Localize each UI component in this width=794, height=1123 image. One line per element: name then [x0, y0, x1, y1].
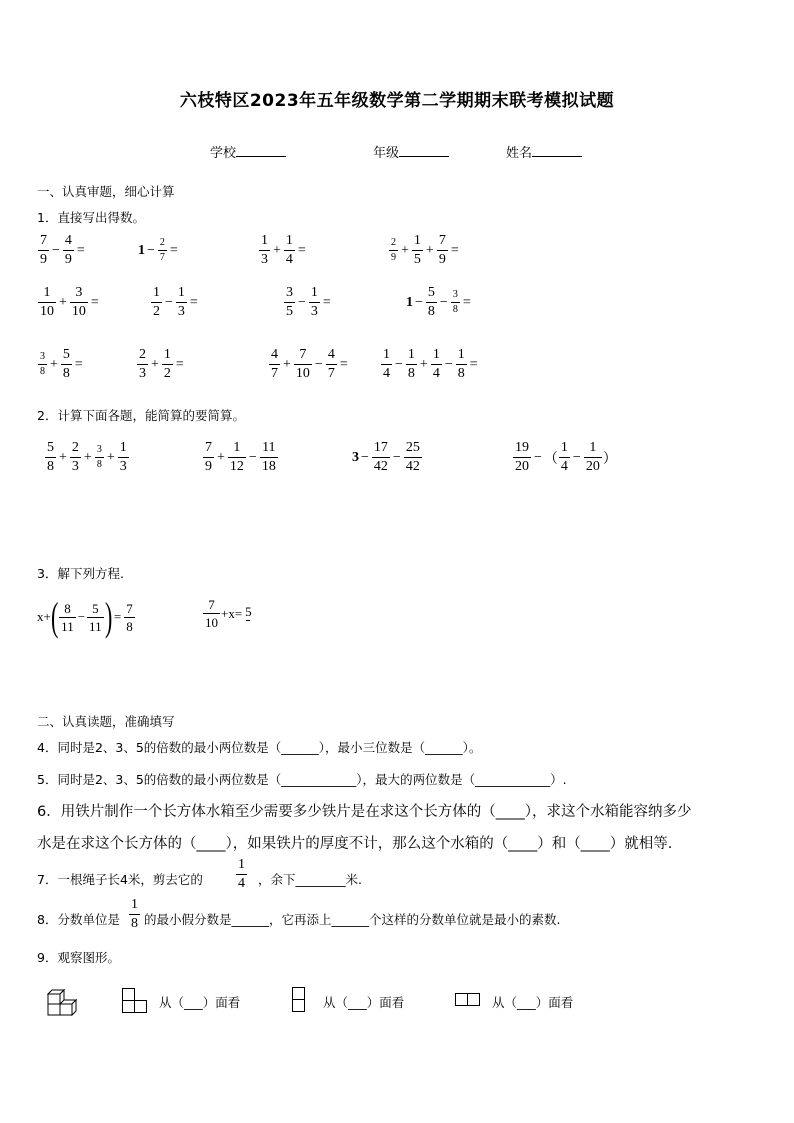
calc-2-1 — [44, 441, 130, 474]
math-token: 1 — [261, 233, 268, 248]
math-token: 1 — [457, 347, 465, 362]
fraction — [124, 602, 135, 633]
math-token: 8 — [47, 459, 54, 474]
math-token: 8 — [457, 366, 465, 381]
fraction — [451, 290, 460, 315]
math-token: 5 — [413, 252, 421, 267]
math-token: 4 — [64, 233, 72, 248]
math-token: 20 — [515, 459, 529, 474]
fraction — [513, 441, 531, 474]
math-token: 1 — [560, 440, 568, 455]
math-token: 4 — [238, 876, 245, 891]
math-token: = — [113, 609, 122, 624]
fraction — [118, 441, 129, 474]
question-9: 9．观察图形。 — [37, 950, 120, 965]
operator: + — [151, 356, 159, 372]
fraction — [309, 286, 320, 319]
fraction — [426, 286, 437, 319]
grade-label: 年级 — [373, 146, 400, 161]
math-token: 2 — [71, 440, 79, 455]
question-8-fraction — [128, 898, 141, 931]
math-token: 1 — [406, 294, 413, 310]
math-token: 5 — [427, 285, 435, 300]
view-label-1: 从（___）面看 — [159, 995, 241, 1010]
question-6-line-2: 水是在求这个长方体的（____），如果铁片的厚度不计，那么这个水箱的（____）和（____）就相等. — [37, 836, 673, 852]
math-token: 4 — [432, 366, 440, 381]
math-token: 9 — [438, 252, 446, 267]
fraction — [584, 441, 602, 474]
calc-2-4 — [512, 441, 617, 474]
operator: = — [175, 356, 184, 372]
operator: − — [392, 449, 401, 465]
fraction — [381, 348, 392, 381]
fraction — [284, 286, 295, 319]
math-token: 10 — [295, 366, 310, 381]
math-token: 5 — [245, 603, 252, 619]
math-token: 2 — [163, 366, 171, 381]
fraction — [95, 445, 104, 470]
expr-3-3 — [268, 348, 350, 381]
math-token: 7 — [40, 233, 47, 248]
math-token: 2 — [139, 347, 146, 362]
operator: + — [401, 242, 409, 258]
math-token: 9 — [64, 252, 72, 267]
math-token: 1 — [131, 897, 138, 912]
math-token: 1 — [163, 347, 171, 362]
section-1-heading: 一、认真审题，细心计算 — [37, 184, 175, 199]
math-token: 10 — [205, 615, 218, 630]
math-token: 7 — [271, 366, 278, 381]
math-token: 1 — [407, 347, 415, 362]
fraction — [38, 234, 49, 267]
fraction — [406, 348, 417, 381]
math-token: 9 — [40, 252, 47, 267]
math-token: （ — [543, 451, 558, 467]
page-title: 六枝特区2023年五年级数学第二学期期末联考模拟试题 — [179, 91, 615, 111]
operator: + — [83, 449, 92, 465]
view-figure-1 — [122, 988, 148, 1014]
expr-1-1 — [37, 234, 87, 267]
math-token: 3 — [71, 459, 79, 474]
math-token: 7 — [299, 347, 307, 362]
math-token: 3 — [139, 366, 146, 381]
fraction — [70, 286, 88, 319]
question-2: 2．计算下面各题，能简算的要简算。 — [37, 408, 245, 423]
operator: + — [59, 449, 67, 465]
math-token: 3 — [75, 285, 83, 300]
math-token: 1 — [383, 347, 390, 362]
view-figure-2 — [292, 987, 305, 1013]
fraction — [559, 441, 570, 474]
operator: + — [283, 356, 291, 372]
operator: + — [59, 294, 67, 310]
equation-2 — [202, 598, 255, 629]
math-token: 4 — [383, 366, 390, 381]
math-token: 3 — [452, 289, 458, 300]
math-token: ( — [50, 594, 59, 639]
fraction — [260, 441, 278, 474]
expr-1-3 — [258, 234, 308, 267]
math-token: 3 — [286, 285, 293, 300]
math-token: 25 — [405, 440, 420, 455]
operator: + — [419, 356, 428, 372]
fraction — [63, 234, 74, 267]
fraction — [326, 348, 337, 381]
fraction — [294, 348, 312, 381]
view-figure-3 — [455, 993, 481, 1006]
operator: + — [273, 242, 281, 258]
question-7-fraction — [235, 858, 248, 891]
math-token: 12 — [229, 459, 244, 474]
math-token: 5 — [47, 440, 54, 455]
operator: = — [90, 294, 99, 310]
math-token: 7 — [438, 233, 446, 248]
fraction — [456, 348, 467, 381]
math-token: 7 — [205, 440, 212, 455]
fraction — [431, 348, 442, 381]
math-token: 4 — [285, 252, 293, 267]
math-token: 18 — [261, 459, 276, 474]
math-token: 8 — [131, 916, 138, 931]
question-7-start: 7．一根绳子长4米，剪去它的 — [37, 872, 203, 887]
operator: − — [572, 449, 581, 465]
math-token: 1 — [43, 285, 51, 300]
fraction — [437, 234, 448, 267]
math-token: 42 — [373, 459, 388, 474]
expr-1-4 — [388, 234, 461, 267]
math-token: 3 — [310, 304, 318, 319]
math-token: 5 — [62, 347, 70, 362]
math-token: 3 — [352, 449, 359, 465]
math-token: 1 — [119, 440, 127, 455]
math-token: 8 — [427, 304, 435, 319]
math-token — [246, 620, 250, 623]
fraction — [372, 441, 390, 474]
name-label: 姓名 — [506, 146, 533, 161]
grade-field[interactable] — [373, 142, 449, 161]
expr-1-2 — [138, 238, 180, 263]
math-token: − — [77, 609, 86, 624]
operator: = — [469, 356, 478, 372]
math-token: 8 — [407, 366, 415, 381]
math-token: ） — [602, 451, 617, 467]
math-token: 7 — [159, 252, 165, 263]
math-token: 1 — [310, 285, 318, 300]
math-token: 1 — [233, 440, 241, 455]
fraction — [137, 348, 148, 381]
expr-2-2 — [150, 286, 200, 319]
operator: − — [52, 242, 60, 258]
math-token: 9 — [205, 459, 212, 474]
school-label: 学校 — [210, 146, 237, 161]
question-3: 3．解下列方程. — [37, 566, 124, 581]
math-token: 7 — [208, 597, 215, 612]
operator: − — [534, 449, 542, 465]
operator: = — [462, 294, 471, 310]
fraction — [259, 234, 270, 267]
fraction — [38, 352, 47, 377]
math-token: 17 — [373, 440, 388, 455]
math-token: 8 — [452, 304, 458, 315]
math-token: 11 — [89, 618, 102, 634]
fraction — [158, 238, 167, 263]
operator: = — [450, 242, 459, 258]
question-5: 5．同时是2、3、5的倍数的最小两位数是（____________），最大的两位数是（____________）. — [37, 772, 567, 787]
operator: − — [165, 294, 173, 310]
view-label-3: 从（___）面看 — [492, 995, 574, 1010]
operator: = — [297, 242, 306, 258]
equation-1 — [37, 594, 136, 639]
operator: − — [298, 294, 306, 310]
section-2-heading: 二、认真读题，准确填写 — [37, 714, 175, 729]
name-field[interactable] — [506, 142, 582, 161]
operator: = — [322, 294, 331, 310]
cube-stack-figure — [46, 985, 78, 1017]
math-token: 2 — [153, 304, 160, 319]
school-field[interactable] — [210, 142, 286, 161]
operator: − — [415, 294, 423, 310]
fraction — [70, 441, 81, 474]
math-token: 9 — [391, 252, 396, 263]
math-token: 7 — [126, 600, 133, 616]
fraction — [203, 598, 220, 629]
question-1: 1．直接写出得数。 — [37, 210, 145, 225]
math-token: 3 — [40, 351, 45, 362]
math-token: 1 — [285, 233, 293, 248]
fraction — [151, 286, 162, 319]
math-token: 7 — [327, 366, 335, 381]
expr-3-4 — [380, 348, 480, 381]
fraction — [176, 286, 187, 319]
operator: = — [169, 242, 178, 258]
calc-2-2 — [202, 441, 279, 474]
question-8-end: 的最小假分数是______，它再添上______个这样的分数单位就是最小的素数. — [144, 912, 561, 927]
math-token: 3 — [177, 304, 185, 319]
math-token: 4 — [271, 347, 278, 362]
math-token: 4 — [560, 459, 568, 474]
fraction — [203, 441, 214, 474]
expr-2-4 — [406, 286, 473, 319]
math-token: 1 — [138, 242, 145, 258]
math-token: 20 — [585, 459, 600, 474]
fraction — [38, 286, 56, 319]
fraction — [162, 348, 173, 381]
operator: = — [339, 356, 348, 372]
operator: − — [361, 449, 369, 465]
expr-3-1 — [37, 348, 85, 381]
fraction — [284, 234, 295, 267]
operator: − — [248, 449, 257, 465]
math-token: 2 — [159, 237, 165, 248]
operator: = — [76, 242, 85, 258]
calc-2-3 — [352, 441, 423, 474]
math-token: 10 — [71, 304, 86, 319]
operator: + — [425, 242, 434, 258]
question-8-start: 8．分数单位是 — [37, 912, 120, 927]
operator: + — [50, 356, 58, 372]
math-token: 42 — [405, 459, 420, 474]
math-token: 11 — [61, 618, 74, 634]
math-token: x+ — [37, 609, 51, 624]
expr-2-3 — [283, 286, 333, 319]
operator: = — [74, 356, 83, 372]
math-token: +x= — [221, 605, 243, 621]
question-6-line-1: 6．用铁片制作一个长方体水箱至少需要多少铁片是在求这个长方体的（____），求这个水箱能容纳多少 — [37, 804, 692, 820]
fraction — [404, 441, 422, 474]
fraction — [412, 234, 423, 267]
math-token: 10 — [40, 304, 54, 319]
fraction — [236, 858, 247, 891]
math-token: 1 — [413, 233, 421, 248]
fraction — [389, 238, 398, 263]
math-token: 1 — [432, 347, 440, 362]
math-token: 11 — [262, 440, 276, 455]
operator: = — [189, 294, 198, 310]
fraction — [61, 348, 72, 381]
math-token: 8 — [96, 459, 102, 470]
math-token: 1 — [177, 285, 185, 300]
question-7-end: ，余下________米. — [258, 872, 362, 887]
math-token: 1 — [153, 285, 160, 300]
operator: − — [444, 356, 453, 372]
math-token: 8 — [40, 366, 45, 377]
fraction — [87, 602, 104, 633]
math-token: 5 — [92, 600, 99, 616]
fraction — [243, 605, 254, 623]
math-token: 8 — [64, 600, 71, 616]
math-token: 5 — [286, 304, 293, 319]
math-token: 19 — [515, 440, 529, 455]
math-token: 1 — [238, 857, 245, 872]
operator: − — [147, 242, 155, 258]
fraction — [129, 898, 140, 931]
math-token: 3 — [261, 252, 268, 267]
math-token: 8 — [126, 618, 133, 634]
operator: + — [217, 449, 225, 465]
math-token: ) — [104, 594, 112, 639]
math-token: 8 — [62, 366, 70, 381]
operator: − — [314, 356, 323, 372]
question-4: 4．同时是2、3、5的倍数的最小两位数是（______），最小三位数是（______）。 — [37, 740, 482, 755]
math-token: 4 — [327, 347, 335, 362]
expr-3-2 — [136, 348, 186, 381]
math-token: 3 — [119, 459, 127, 474]
operator: − — [395, 356, 403, 372]
math-token: 3 — [96, 444, 102, 455]
fraction — [59, 602, 76, 633]
view-label-2: 从（___）面看 — [323, 995, 405, 1010]
expr-2-1 — [37, 286, 101, 319]
fraction — [228, 441, 246, 474]
operator: − — [439, 294, 448, 310]
fraction — [45, 441, 56, 474]
fraction — [269, 348, 280, 381]
operator: + — [106, 449, 115, 465]
math-token: 1 — [589, 440, 597, 455]
math-token: 2 — [391, 237, 396, 248]
